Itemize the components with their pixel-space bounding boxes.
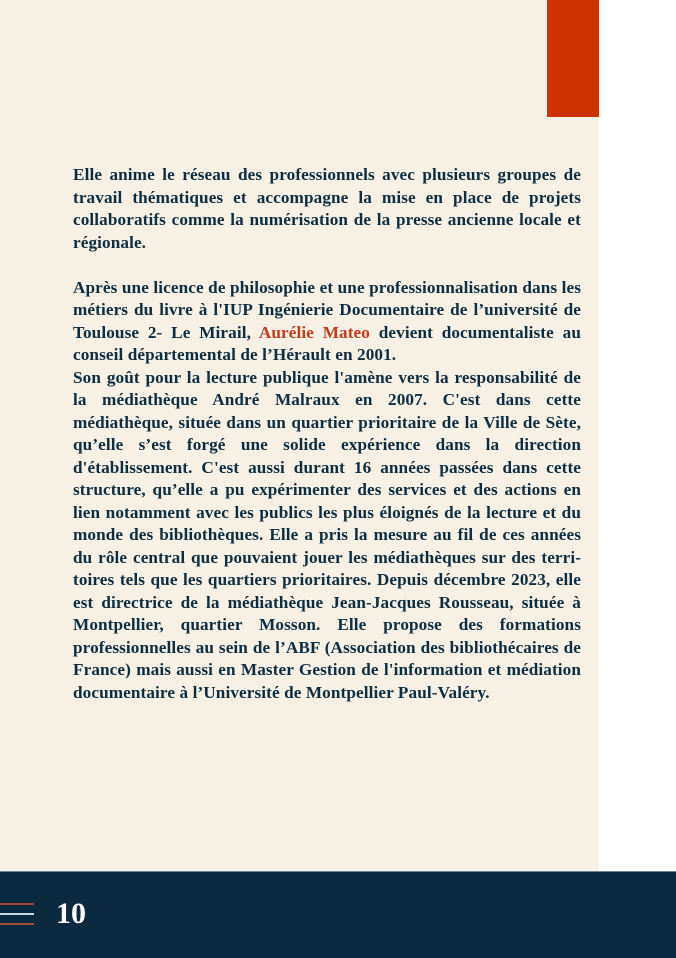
paragraph-network: Elle anime le réseau des professionnels avec plusieurs groupes de travail thématiques et accompagne la mise en place de projets collaboratifs comme la numérisation de la presse ancienne locale et régionale. [73, 165, 581, 252]
line-middle [0, 913, 34, 915]
footer [0, 871, 676, 958]
paragraph-education-end: devient documentaliste au conseil départemental de l’Hérault en 2001. [73, 322, 581, 364]
paragraph-career: Son goût pour la lecture publique l'amène vers la responsabilité de la médiathèque André Malraux en 2007. C'est dans cette médiathèque, située dans un quartier prioritaire de la Ville de Sète, qu’elle s’est forgé une solide expérience dans la direction d'établissement. C'est aussi durant 16 années passées dans cette structure, qu’elle a pu expérimenter des services et des actions en lien notamment avec les publics les plus éloignés de la lecture et du monde des bibliothèques. Elle a pris la mesure au fil de ces années du rôle central que pouvaient jouer les médiathèques sur des territoires tels que les quartiers prioritaires. Depuis décembre 2023, elle est directrice de la médiathèque Jean-Jacques Rousseau, située à Montpellier, quartier Mosson. Elle propose des formations professionnelles au sein de l’ABF (Association des bibliothécaires de France) mais aussi en Master Gestion de l'information et médiation documentaire à l’Université de Montpellier Paul-Valéry. [73, 367, 581, 702]
page-number: 10 [56, 897, 86, 930]
biography-text [73, 164, 581, 704]
paragraph-education [73, 277, 581, 367]
person-name: Aurélie Mateo [258, 322, 370, 342]
three-lines-icon [0, 903, 34, 927]
paragraph-education-start: Après une licence de philosophie et une professionnalisation dans les métiers du livre à l'IUP Ingénierie Documentaire de l’université de Toulouse 2- Le Mirail, [73, 277, 581, 342]
accent-bar [547, 0, 599, 117]
line-top [0, 903, 34, 905]
line-bottom [0, 923, 34, 925]
